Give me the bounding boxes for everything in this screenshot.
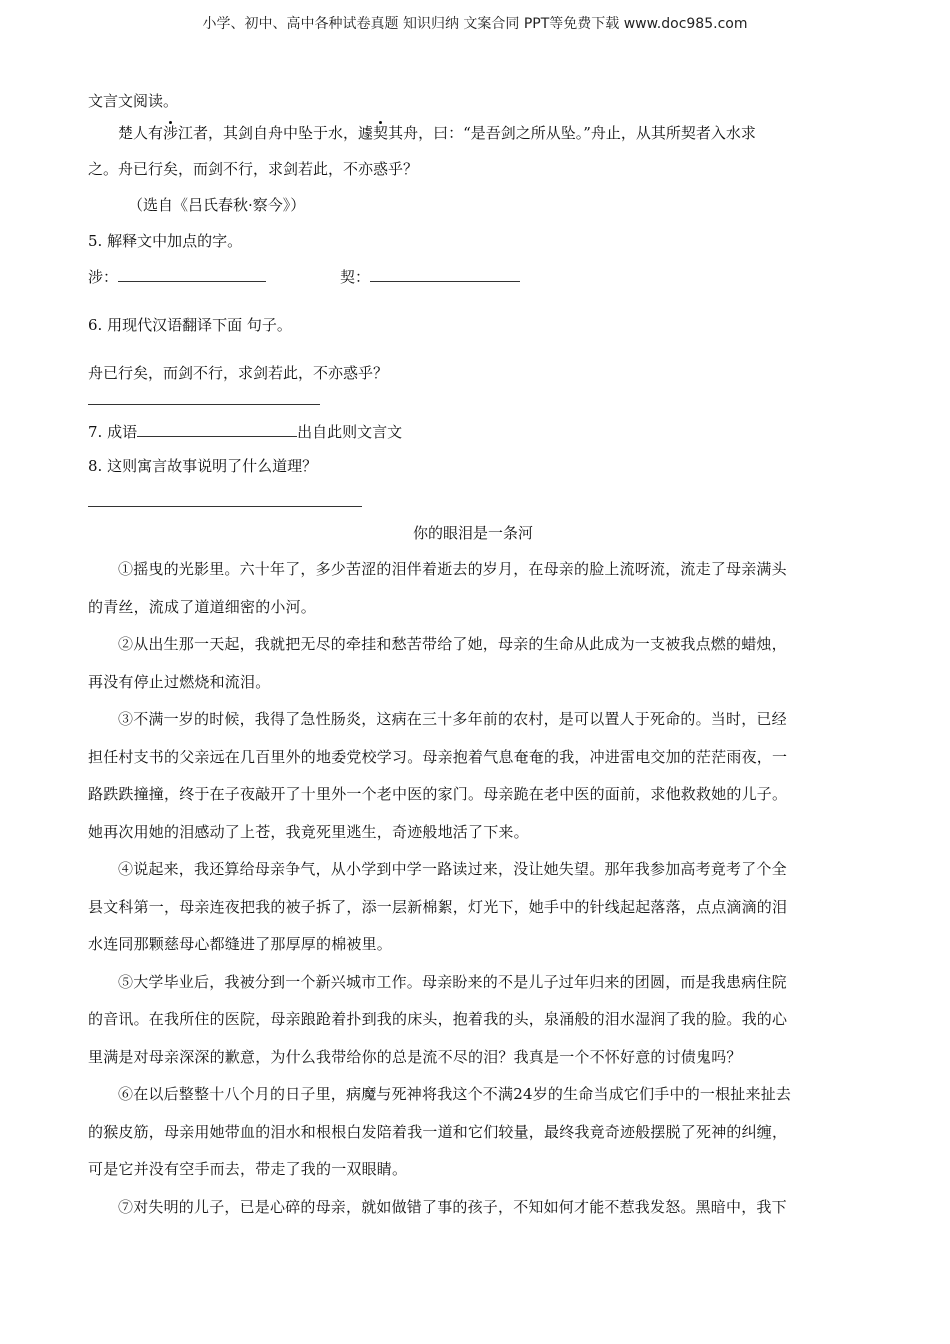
essay-line: ⑦对失明的儿子，已是心碎的母亲，就如做错了事的孩子，不知如何才能不惹我发怒。黑暗中，我下 xyxy=(118,1197,787,1216)
essay-paragraph xyxy=(88,701,858,851)
essay-paragraph xyxy=(88,626,858,701)
essay-line: ④说起来，我还算给母亲争气，从小学到中学一路读过来，没让她失望。那年我参加高考竟考了个全 xyxy=(118,860,787,878)
question-5: 5. 解释文中加点的字。 xyxy=(88,232,243,250)
answer-line-q6[interactable] xyxy=(88,404,320,405)
question-8: 8. 这则寓言故事说明了什么道理？ xyxy=(88,457,318,475)
answer-line-q8[interactable] xyxy=(88,506,362,507)
classical-text-line-1 xyxy=(88,115,858,151)
essay-paragraph xyxy=(88,551,858,626)
essay-line: ②从出生那一天起，我就把无尽的牵挂和愁苦带给了她，母亲的生命从此成为一支被我点燃的蜡烛， xyxy=(118,635,787,653)
text-segment: 楚人有 xyxy=(118,124,164,142)
essay-line: ⑥在以后整整十八个月的日子里，病魔与死神将我这个不满24岁的生命当成它们手中的一根扯来扯去 xyxy=(118,1085,792,1103)
essay-line: 县文科第一，母亲连夜把我的被子拆了，添一层新棉絮，灯光下，她手中的针线起起落落，点点滴滴的泪 xyxy=(88,897,788,916)
essay-body xyxy=(88,551,858,1226)
section-heading: 文言文阅读。 xyxy=(88,92,179,110)
answer-blank-idiom[interactable] xyxy=(137,418,297,437)
text-segment: 江者，其剑自舟中坠于水，遽 xyxy=(178,124,374,142)
essay-title: 你的眼泪是一条河 xyxy=(412,524,533,542)
answer-label-she: 涉： xyxy=(88,268,119,286)
dotted-char-qi: 契 xyxy=(373,124,389,142)
essay-line: 路跌跌撞撞，终于在子夜敲开了十里外一个老中医的家门。母亲跪在老中医的面前，求他救救她的儿子。 xyxy=(88,785,788,803)
text-segment: 其舟，曰：“是吾剑之所从坠。”舟止，从其所契者入水求 xyxy=(388,124,756,142)
essay-line: ③不满一岁的时候，我得了急性肠炎，这病在三十多年前的农村，是可以置人于死命的。当时，已经 xyxy=(118,710,787,728)
question-7-suffix: 出自此则文言文 xyxy=(297,423,403,441)
essay-paragraph xyxy=(88,1189,858,1227)
question-7-prefix: 7. 成语 xyxy=(88,423,138,441)
page-header: 小学、初中、高中各种试卷真题 知识归纳 文案合同 PPT等免费下载 www.doc985.com xyxy=(202,16,748,32)
essay-paragraph xyxy=(88,851,858,964)
essay-line: 水连同那颗慈母心都缝进了那厚厚的棉被里。 xyxy=(88,935,393,953)
essay-line: 的音讯。在我所住的医院，母亲踉跄着扑到我的床头，抱着我的头，泉涌般的泪水湿润了我的脸。我的心 xyxy=(88,1010,788,1028)
essay-line: 里满是对母亲深深的歉意，为什么我带给你的总是流不尽的泪？我真是一个不怀好意的讨债鬼吗？ xyxy=(88,1047,742,1066)
essay-paragraph xyxy=(88,1076,858,1189)
answer-blank-qi[interactable] xyxy=(370,263,520,282)
question-6-sentence: 舟已行矣，而剑不行，求剑若此，不亦惑乎？ xyxy=(88,364,389,382)
classical-source: （选自《吕氏春秋·察今》） xyxy=(128,196,306,214)
essay-line: 担任村支书的父亲远在几百里外的地委党校学习。母亲抱着气息奄奄的我，冲进雷电交加的茫茫雨夜，一 xyxy=(88,747,788,766)
essay-line: ①摇曳的光影里。六十年了，多少苦涩的泪伴着逝去的岁月，在母亲的脸上流呀流，流走了母亲满头 xyxy=(118,560,787,578)
essay-line: 的猴皮筋，母亲用她带血的泪水和根根白发陪着我一道和它们较量，最终我竟奇迹般摆脱了死神的纠缠， xyxy=(88,1122,788,1141)
dotted-char-she: 涉 xyxy=(163,124,179,142)
document-body xyxy=(88,88,858,1226)
answer-label-qi: 契： xyxy=(340,268,371,286)
essay-line: ⑤大学毕业后，我被分到一个新兴城市工作。母亲盼来的不是儿子过年归来的团圆，而是我患病住院 xyxy=(118,972,787,991)
question-5-answers xyxy=(88,259,858,295)
essay-line: 再没有停止过燃烧和流泪。 xyxy=(88,672,271,691)
essay-line: 的青丝，流成了道道细密的小河。 xyxy=(88,597,317,616)
question-7 xyxy=(88,414,858,450)
question-6: 6. 用现代汉语翻译下面 句子。 xyxy=(88,316,292,334)
essay-line: 她再次用她的泪感动了上苍，我竟死里逃生，奇迹般地活了下来。 xyxy=(88,822,529,841)
answer-blank-she[interactable] xyxy=(118,263,266,282)
classical-text-line-2: 之。舟已行矣，而剑不行，求剑若此，不亦惑乎？ xyxy=(88,160,419,178)
essay-paragraph xyxy=(88,964,858,1077)
essay-line: 可是它并没有空手而去，带走了我的一双眼睛。 xyxy=(88,1160,408,1178)
